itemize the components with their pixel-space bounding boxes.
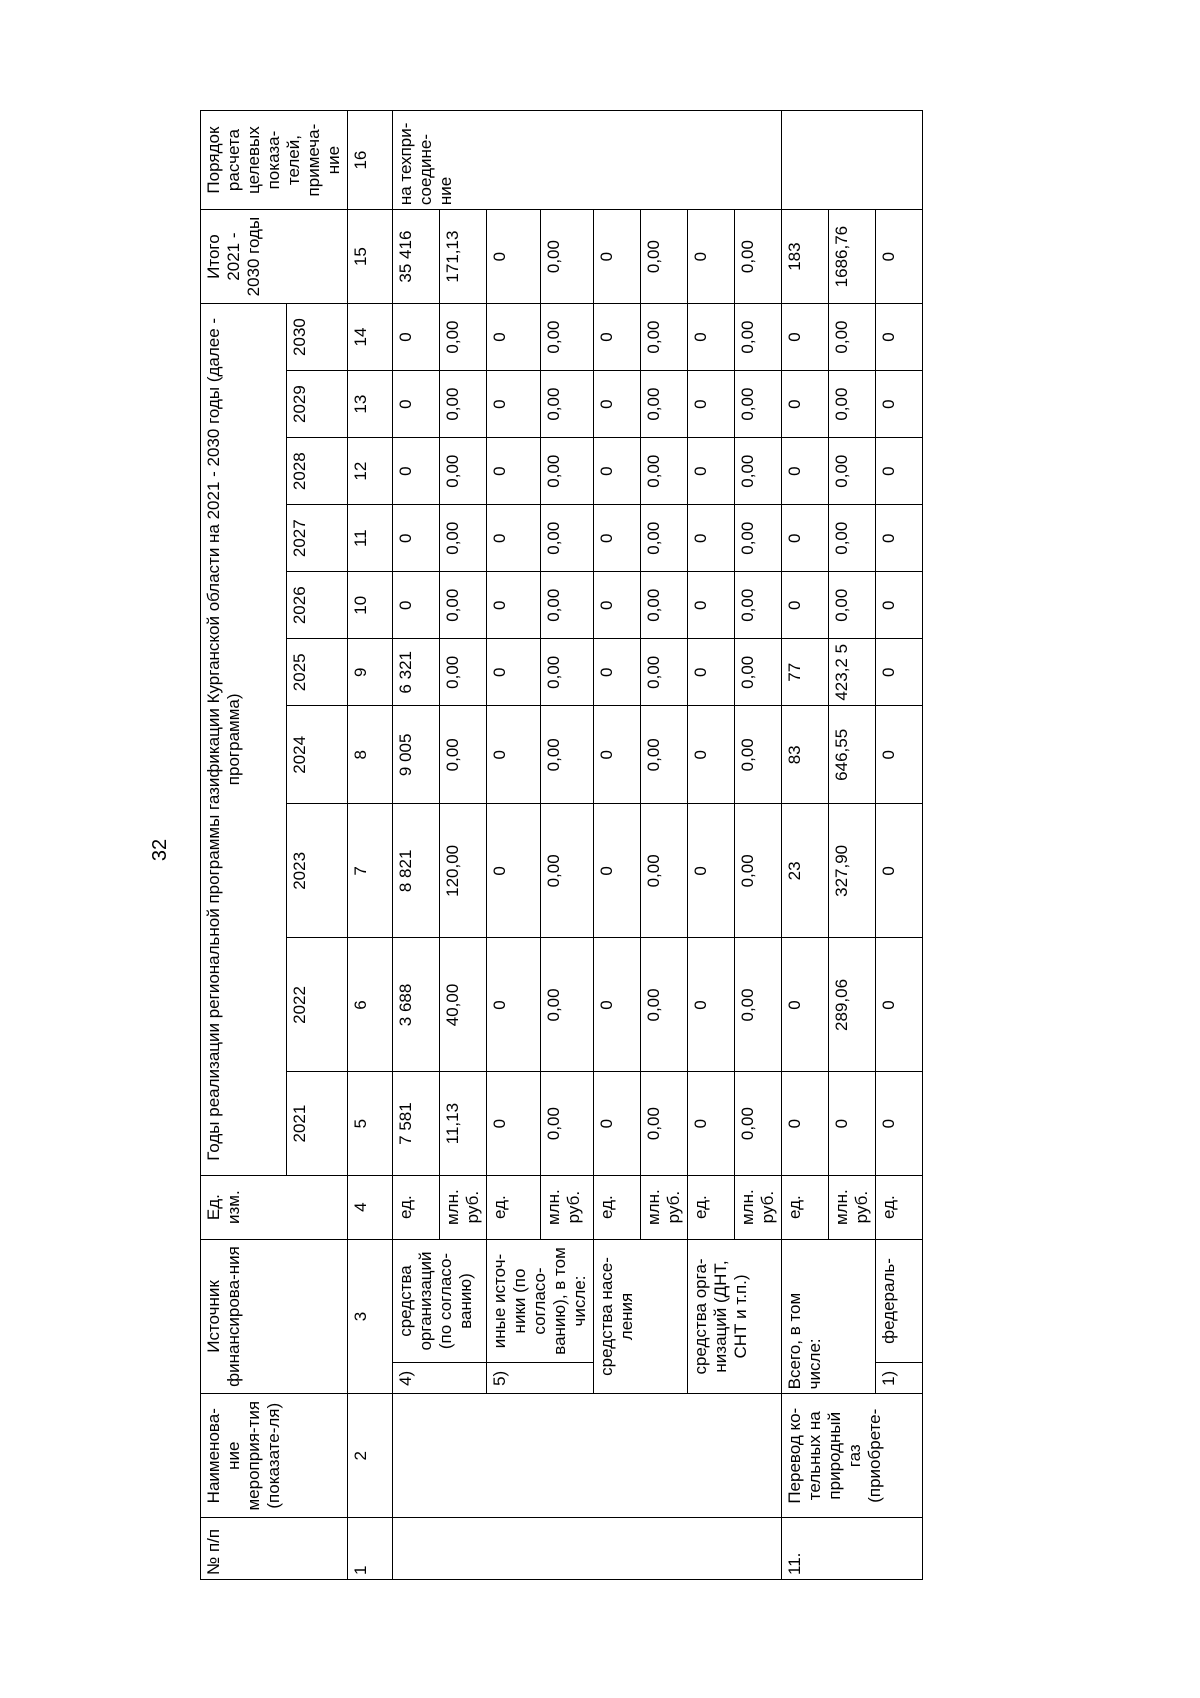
value-cell: 0,00	[641, 572, 688, 639]
unit-cell: млн. руб.	[440, 1175, 487, 1239]
value-cell: 0,00	[440, 639, 487, 706]
value-cell: 0	[487, 438, 541, 505]
value-cell: 0	[393, 371, 440, 438]
value-cell: 0,00	[440, 371, 487, 438]
total-cell: 0	[688, 210, 735, 304]
value-cell: 0	[688, 938, 735, 1072]
col-number: 15	[348, 210, 393, 304]
value-cell: 0	[393, 505, 440, 572]
value-cell: 0	[487, 804, 541, 938]
unit-cell: млн. руб.	[540, 1175, 594, 1239]
total-cell: 35 416	[393, 210, 440, 304]
value-cell: 0,00	[440, 572, 487, 639]
value-cell: 0	[688, 1072, 735, 1175]
value-cell: 646,55	[829, 706, 876, 804]
value-cell: 0	[782, 572, 829, 639]
unit-cell: ед.	[782, 1175, 829, 1239]
header-year: 2029	[286, 371, 347, 438]
value-cell: 40,00	[440, 938, 487, 1072]
note-cell	[782, 111, 923, 210]
total-cell: 0,00	[540, 210, 594, 304]
header-year: 2028	[286, 438, 347, 505]
page-number: 32	[149, 838, 171, 862]
value-cell: 0	[688, 706, 735, 804]
col-number: 9	[348, 639, 393, 706]
value-cell: 0	[876, 938, 923, 1072]
value-cell: 0	[594, 371, 641, 438]
value-cell: 0	[487, 639, 541, 706]
total-cell: 0,00	[735, 210, 782, 304]
col-number: 14	[348, 304, 393, 371]
no-cell	[393, 1518, 782, 1580]
value-cell: 0	[594, 304, 641, 371]
value-cell: 0	[594, 438, 641, 505]
value-cell: 0	[876, 706, 923, 804]
col-number: 6	[348, 938, 393, 1072]
header-no: № п/п	[201, 1518, 348, 1580]
value-cell: 77	[782, 639, 829, 706]
value-cell: 0,00	[540, 371, 594, 438]
value-cell: 0,00	[735, 804, 782, 938]
value-cell: 0	[876, 505, 923, 572]
value-cell: 7 581	[393, 1072, 440, 1175]
value-cell: 0	[876, 438, 923, 505]
value-cell: 0,00	[829, 371, 876, 438]
value-cell: 0	[782, 371, 829, 438]
value-cell: 0	[594, 706, 641, 804]
sub-number: 4)	[393, 1363, 487, 1394]
name-cell: Перевод ко-тельных на природный газ (приобрете-	[782, 1394, 923, 1518]
value-cell: 0,00	[735, 371, 782, 438]
col-number: 7	[348, 804, 393, 938]
value-cell: 11,13	[440, 1072, 487, 1175]
value-cell: 327,90	[829, 804, 876, 938]
unit-cell: млн. руб.	[829, 1175, 876, 1239]
value-cell: 0,00	[829, 438, 876, 505]
value-cell: 8 821	[393, 804, 440, 938]
value-cell: 0	[876, 1072, 923, 1175]
value-cell: 0,00	[735, 1072, 782, 1175]
value-cell: 0	[688, 639, 735, 706]
value-cell: 0,00	[829, 572, 876, 639]
name-cell	[393, 1394, 782, 1518]
value-cell: 0	[487, 1072, 541, 1175]
total-cell: 0,00	[641, 210, 688, 304]
header-year: 2026	[286, 572, 347, 639]
value-cell: 0,00	[735, 505, 782, 572]
col-number: 3	[348, 1239, 393, 1394]
value-cell: 0,00	[540, 572, 594, 639]
value-cell: 0,00	[641, 639, 688, 706]
rotated-table-container	[200, 110, 1110, 1580]
value-cell: 0,00	[735, 304, 782, 371]
value-cell: 6 321	[393, 639, 440, 706]
value-cell: 0	[829, 1072, 876, 1175]
value-cell: 0	[393, 438, 440, 505]
table-row	[876, 111, 923, 1580]
source-cell: средства насе-ления	[594, 1239, 688, 1394]
value-cell: 0,00	[440, 438, 487, 505]
col-number: 13	[348, 371, 393, 438]
unit-cell: ед.	[487, 1175, 541, 1239]
sub-number: 1)	[876, 1363, 923, 1394]
value-cell: 0,00	[829, 505, 876, 572]
header-year: 2021	[286, 1072, 347, 1175]
value-cell: 83	[782, 706, 829, 804]
value-cell: 0,00	[735, 706, 782, 804]
header-year: 2024	[286, 706, 347, 804]
header-year: 2022	[286, 938, 347, 1072]
value-cell: 0,00	[540, 438, 594, 505]
value-cell: 0	[876, 639, 923, 706]
unit-cell: млн. руб.	[735, 1175, 782, 1239]
header-years-title: Годы реализации региональной программы газификации Курганской области на 2021 - 2030 годы (далее - программа)	[201, 304, 287, 1176]
value-cell: 0	[688, 438, 735, 505]
total-cell: 171,13	[440, 210, 487, 304]
col-number: 10	[348, 572, 393, 639]
value-cell: 0,00	[641, 1072, 688, 1175]
value-cell: 423,2 5	[829, 639, 876, 706]
value-cell: 0	[393, 304, 440, 371]
col-number: 12	[348, 438, 393, 505]
value-cell: 0	[782, 938, 829, 1072]
col-number: 8	[348, 706, 393, 804]
col-number: 2	[348, 1394, 393, 1518]
value-cell: 0	[487, 572, 541, 639]
value-cell: 0,00	[540, 938, 594, 1072]
value-cell: 0,00	[735, 438, 782, 505]
unit-cell: ед.	[688, 1175, 735, 1239]
program-table	[200, 110, 923, 1580]
value-cell: 0,00	[641, 706, 688, 804]
value-cell: 0,00	[641, 938, 688, 1072]
header-unit: Ед. изм.	[201, 1175, 348, 1239]
value-cell: 0,00	[641, 438, 688, 505]
total-cell: 1686,76	[829, 210, 876, 304]
value-cell: 0	[782, 505, 829, 572]
value-cell: 0,00	[440, 706, 487, 804]
value-cell: 0	[876, 371, 923, 438]
value-cell: 3 688	[393, 938, 440, 1072]
value-cell: 0,00	[540, 639, 594, 706]
total-cell: 0	[487, 210, 541, 304]
header-year: 2025	[286, 639, 347, 706]
value-cell: 0	[594, 572, 641, 639]
header-year: 2023	[286, 804, 347, 938]
value-cell: 0	[594, 804, 641, 938]
value-cell: 0	[782, 438, 829, 505]
value-cell: 0	[688, 572, 735, 639]
value-cell: 0	[594, 505, 641, 572]
source-cell: иные источ-ники (по согласо-ванию), в том числе:	[487, 1239, 594, 1363]
value-cell: 120,00	[440, 804, 487, 938]
table-row	[487, 111, 541, 1580]
col-number: 11	[348, 505, 393, 572]
value-cell: 289,06	[829, 938, 876, 1072]
col-number: 1	[348, 1518, 393, 1580]
source-cell: Всего, в том числе:	[782, 1239, 876, 1394]
total-cell: 183	[782, 210, 829, 304]
table-row	[594, 111, 641, 1580]
table-row	[393, 111, 440, 1580]
value-cell: 0,00	[641, 371, 688, 438]
value-cell: 0	[393, 572, 440, 639]
value-cell: 0,00	[641, 505, 688, 572]
value-cell: 0	[688, 505, 735, 572]
note-cell: на техпри-соедине-ние	[393, 111, 782, 210]
total-cell: 0	[594, 210, 641, 304]
value-cell: 0,00	[540, 804, 594, 938]
table-row	[782, 111, 829, 1580]
value-cell: 0	[688, 804, 735, 938]
header-note: Порядок расчета целевых показа-телей, примеча-ние	[201, 111, 348, 210]
source-cell: средства организаций (по согласо-ванию)	[393, 1239, 487, 1363]
source-cell: федераль-	[876, 1239, 923, 1363]
header-name: Наименова-ние мероприя-тия (показате-ля)	[201, 1394, 348, 1518]
value-cell: 0,00	[735, 639, 782, 706]
header-source: Источник финансирова-ния	[201, 1239, 348, 1394]
source-cell: средства орга-низаций (ДНТ, СНТ и т.п.)	[688, 1239, 782, 1394]
value-cell: 0	[594, 1072, 641, 1175]
value-cell: 23	[782, 804, 829, 938]
table-row	[688, 111, 735, 1580]
value-cell: 9 005	[393, 706, 440, 804]
value-cell: 0	[487, 371, 541, 438]
value-cell: 0	[876, 804, 923, 938]
value-cell: 0	[876, 572, 923, 639]
value-cell: 0	[594, 938, 641, 1072]
value-cell: 0,00	[829, 304, 876, 371]
unit-cell: ед.	[393, 1175, 440, 1239]
value-cell: 0	[782, 304, 829, 371]
value-cell: 0,00	[540, 1072, 594, 1175]
no-cell: 11.	[782, 1518, 923, 1580]
value-cell: 0	[688, 304, 735, 371]
value-cell: 0	[876, 304, 923, 371]
col-number: 5	[348, 1072, 393, 1175]
value-cell: 0	[487, 505, 541, 572]
value-cell: 0,00	[735, 938, 782, 1072]
value-cell: 0	[688, 371, 735, 438]
value-cell: 0,00	[540, 304, 594, 371]
value-cell: 0	[782, 1072, 829, 1175]
total-cell: 0	[876, 210, 923, 304]
value-cell: 0,00	[735, 572, 782, 639]
value-cell: 0	[487, 938, 541, 1072]
value-cell: 0,00	[540, 505, 594, 572]
value-cell: 0,00	[641, 804, 688, 938]
value-cell: 0	[487, 706, 541, 804]
unit-cell: ед.	[594, 1175, 641, 1239]
value-cell: 0,00	[440, 505, 487, 572]
value-cell: 0,00	[440, 304, 487, 371]
header-total: Итого 2021 - 2030 годы	[201, 210, 348, 304]
value-cell: 0	[487, 304, 541, 371]
col-number: 4	[348, 1175, 393, 1239]
unit-cell: ед.	[876, 1175, 923, 1239]
header-year: 2027	[286, 505, 347, 572]
value-cell: 0,00	[641, 304, 688, 371]
header-year: 2030	[286, 304, 347, 371]
sub-number: 5)	[487, 1363, 594, 1394]
value-cell: 0	[594, 639, 641, 706]
value-cell: 0,00	[540, 706, 594, 804]
col-number: 16	[348, 111, 393, 210]
unit-cell: млн. руб.	[641, 1175, 688, 1239]
